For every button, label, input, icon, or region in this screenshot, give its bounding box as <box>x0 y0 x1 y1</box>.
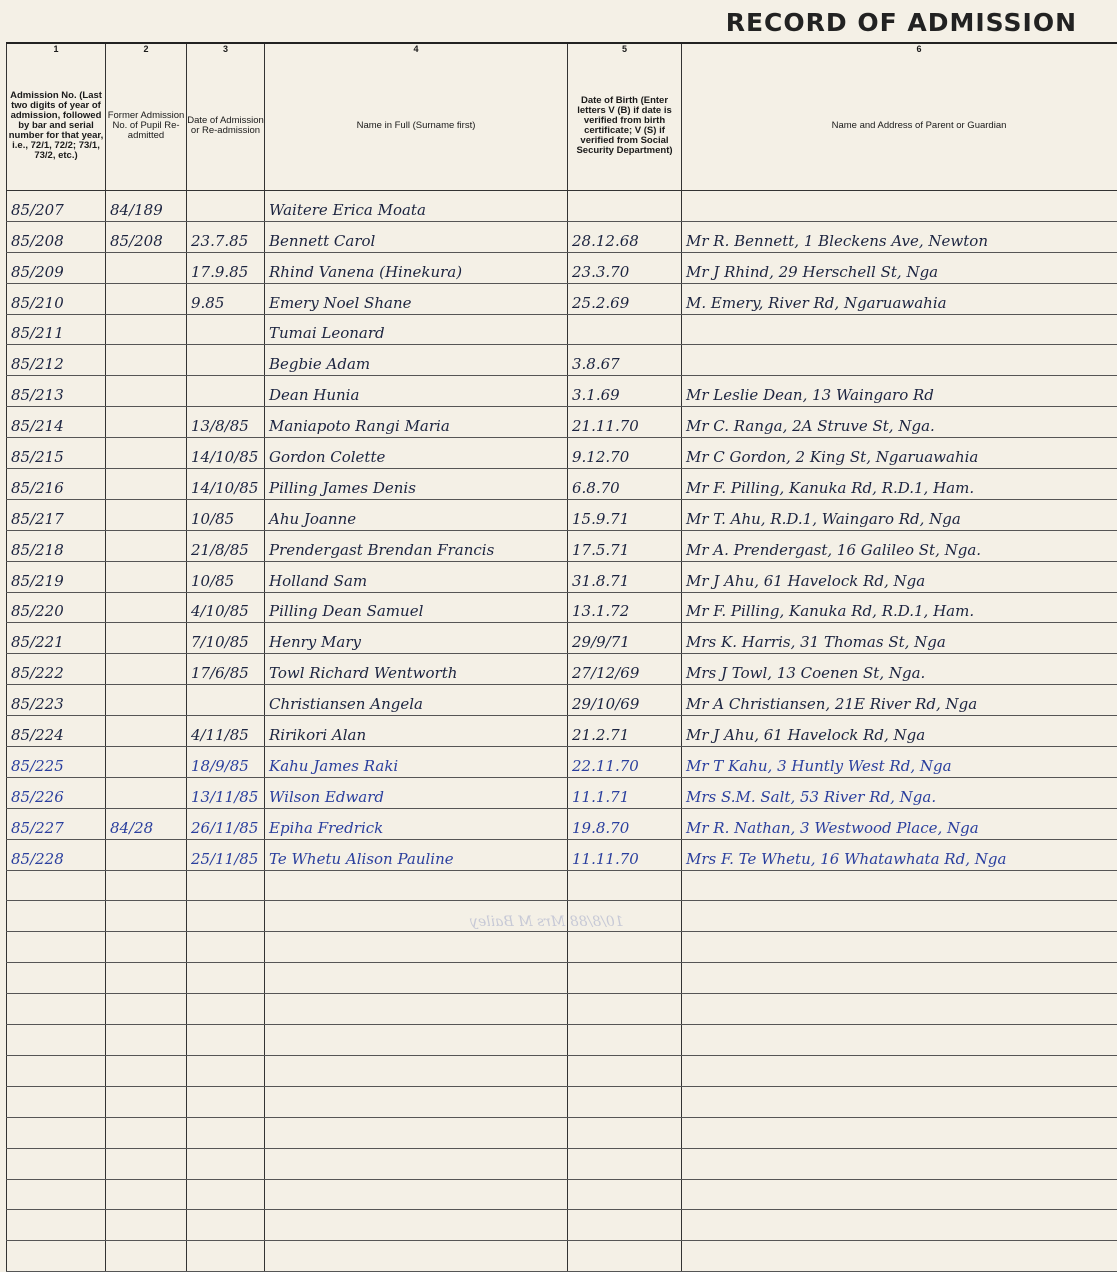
date-of-birth-cell <box>568 1086 682 1117</box>
former-no-cell <box>106 870 187 901</box>
blank-register-row <box>7 994 1117 1025</box>
parent-address-cell: Mr F. Pilling, Kanuka Rd, R.D.1, Ham. <box>682 469 1117 500</box>
date-of-birth-cell <box>568 870 682 901</box>
date-of-birth-cell: 27/12/69 <box>568 654 682 685</box>
admission-no-cell: 85/227 <box>7 808 106 839</box>
admission-date-cell: 17/6/85 <box>187 654 265 685</box>
admission-date-cell: 4/11/85 <box>187 716 265 747</box>
date-of-birth-cell <box>568 994 682 1025</box>
admission-no-cell: 85/223 <box>7 685 106 716</box>
admission-date-cell: 9.85 <box>187 283 265 314</box>
full-name-cell: Pilling Dean Samuel <box>265 592 568 623</box>
blank-register-row <box>7 932 1117 963</box>
date-of-birth-cell: 25.2.69 <box>568 283 682 314</box>
former-no-cell <box>106 963 187 994</box>
full-name-cell: Emery Noel Shane <box>265 283 568 314</box>
former-no-cell: 85/208 <box>106 221 187 252</box>
date-of-birth-cell: 21.2.71 <box>568 716 682 747</box>
admission-no-cell: 85/208 <box>7 221 106 252</box>
full-name-cell: Waitere Erica Moata <box>265 191 568 222</box>
full-name-cell: Wilson Edward <box>265 777 568 808</box>
admission-date-cell <box>187 1179 265 1210</box>
date-of-birth-cell: 19.8.70 <box>568 808 682 839</box>
date-of-birth-cell: 21.11.70 <box>568 407 682 438</box>
full-name-cell: Bennett Carol <box>265 221 568 252</box>
column-header-name: Name in Full (Surname first) <box>265 62 568 191</box>
date-of-birth-cell <box>568 932 682 963</box>
parent-address-cell <box>682 963 1117 994</box>
admission-no-cell: 85/210 <box>7 283 106 314</box>
admission-date-cell <box>187 1025 265 1056</box>
register-row <box>7 438 1117 469</box>
former-no-cell <box>106 345 187 376</box>
date-of-birth-cell <box>568 1055 682 1086</box>
admission-no-cell: 85/215 <box>7 438 106 469</box>
column-number: 2 <box>106 43 187 62</box>
admission-no-cell: 85/217 <box>7 499 106 530</box>
parent-address-cell <box>682 1025 1117 1056</box>
parent-address-cell <box>682 1055 1117 1086</box>
parent-address-cell <box>682 191 1117 222</box>
register-row <box>7 407 1117 438</box>
full-name-cell <box>265 1025 568 1056</box>
date-of-birth-cell <box>568 1148 682 1179</box>
former-no-cell <box>106 1241 187 1272</box>
admission-no-cell <box>7 963 106 994</box>
former-no-cell <box>106 747 187 778</box>
parent-address-cell: Mr J Ahu, 61 Havelock Rd, Nga <box>682 716 1117 747</box>
column-number-row <box>7 43 1117 62</box>
admission-no-cell: 85/219 <box>7 561 106 592</box>
date-of-birth-cell: 29/10/69 <box>568 685 682 716</box>
date-of-birth-cell: 28.12.68 <box>568 221 682 252</box>
full-name-cell: Pilling James Denis <box>265 469 568 500</box>
date-of-birth-cell: 13.1.72 <box>568 592 682 623</box>
parent-address-cell: Mrs S.M. Salt, 53 River Rd, Nga. <box>682 777 1117 808</box>
admission-no-cell <box>7 1210 106 1241</box>
former-no-cell <box>106 932 187 963</box>
bleed-through-text: 10/8/88 Mrs M Bailey <box>470 914 624 930</box>
page-title: RECORD OF ADMISSION <box>726 8 1077 37</box>
former-no-cell <box>106 994 187 1025</box>
admission-date-cell <box>187 1086 265 1117</box>
blank-register-row <box>7 1117 1117 1148</box>
admission-date-cell: 18/9/85 <box>187 747 265 778</box>
date-of-birth-cell <box>568 1117 682 1148</box>
former-no-cell <box>106 1148 187 1179</box>
admission-no-cell <box>7 1179 106 1210</box>
former-no-cell <box>106 1055 187 1086</box>
admission-no-cell: 85/211 <box>7 314 106 345</box>
admission-no-cell: 85/224 <box>7 716 106 747</box>
admission-no-cell <box>7 1055 106 1086</box>
admission-date-cell: 14/10/85 <box>187 469 265 500</box>
date-of-birth-cell: 15.9.71 <box>568 499 682 530</box>
date-of-birth-cell <box>568 1241 682 1272</box>
admission-no-cell: 85/212 <box>7 345 106 376</box>
full-name-cell: Christiansen Angela <box>265 685 568 716</box>
date-of-birth-cell: 3.1.69 <box>568 376 682 407</box>
admission-no-cell: 85/220 <box>7 592 106 623</box>
former-no-cell <box>106 1117 187 1148</box>
admission-no-cell: 85/209 <box>7 252 106 283</box>
full-name-cell <box>265 1148 568 1179</box>
former-no-cell <box>106 407 187 438</box>
column-header-row <box>7 62 1117 191</box>
former-no-cell <box>106 1179 187 1210</box>
register-row <box>7 592 1117 623</box>
admission-no-cell: 85/226 <box>7 777 106 808</box>
admission-date-cell: 14/10/85 <box>187 438 265 469</box>
admission-no-cell <box>7 932 106 963</box>
parent-address-cell <box>682 314 1117 345</box>
former-no-cell <box>106 716 187 747</box>
full-name-cell <box>265 1117 568 1148</box>
former-no-cell: 84/28 <box>106 808 187 839</box>
former-no-cell: 84/189 <box>106 191 187 222</box>
full-name-cell: Kahu James Raki <box>265 747 568 778</box>
date-of-birth-cell <box>568 1210 682 1241</box>
parent-address-cell <box>682 994 1117 1025</box>
date-of-birth-cell: 31.8.71 <box>568 561 682 592</box>
parent-address-cell <box>682 932 1117 963</box>
admission-date-cell: 23.7.85 <box>187 221 265 252</box>
admission-no-cell: 85/225 <box>7 747 106 778</box>
admission-register-table <box>6 42 1117 1272</box>
parent-address-cell: Mr J Rhind, 29 Herschell St, Nga <box>682 252 1117 283</box>
admission-date-cell <box>187 932 265 963</box>
admission-date-cell <box>187 1210 265 1241</box>
register-row <box>7 716 1117 747</box>
column-number: 5 <box>568 43 682 62</box>
former-no-cell <box>106 654 187 685</box>
parent-address-cell: Mr C. Ranga, 2A Struve St, Nga. <box>682 407 1117 438</box>
blank-register-row <box>7 963 1117 994</box>
column-header-former-no: Former Admission No. of Pupil Re-admitted <box>106 62 187 191</box>
parent-address-cell <box>682 1179 1117 1210</box>
parent-address-cell: Mr J Ahu, 61 Havelock Rd, Nga <box>682 561 1117 592</box>
admission-no-cell: 85/228 <box>7 839 106 870</box>
register-row <box>7 499 1117 530</box>
parent-address-cell <box>682 1148 1117 1179</box>
column-header-parent: Name and Address of Parent or Guardian <box>682 62 1117 191</box>
parent-address-cell: Mrs J Towl, 13 Coenen St, Nga. <box>682 654 1117 685</box>
full-name-cell: Gordon Colette <box>265 438 568 469</box>
parent-address-cell: Mr A. Prendergast, 16 Galileo St, Nga. <box>682 530 1117 561</box>
register-row <box>7 654 1117 685</box>
column-header-admission-no: Admission No. (Last two digits of year of admission, followed by bar and serial number for that year, i.e., 72/1, 72/2; 73/1, 73/2, etc.) <box>7 62 106 191</box>
admission-no-cell: 85/207 <box>7 191 106 222</box>
register-row <box>7 376 1117 407</box>
former-no-cell <box>106 530 187 561</box>
full-name-cell <box>265 1086 568 1117</box>
parent-address-cell <box>682 901 1117 932</box>
full-name-cell: Epiha Fredrick <box>265 808 568 839</box>
admission-no-cell <box>7 870 106 901</box>
admission-date-cell: 17.9.85 <box>187 252 265 283</box>
blank-register-row <box>7 1241 1117 1272</box>
admission-date-cell <box>187 376 265 407</box>
parent-address-cell: Mr Leslie Dean, 13 Waingaro Rd <box>682 376 1117 407</box>
admission-no-cell: 85/221 <box>7 623 106 654</box>
parent-address-cell: Mrs K. Harris, 31 Thomas St, Nga <box>682 623 1117 654</box>
full-name-cell: Te Whetu Alison Pauline <box>265 839 568 870</box>
column-number: 3 <box>187 43 265 62</box>
register-row <box>7 221 1117 252</box>
date-of-birth-cell: 22.11.70 <box>568 747 682 778</box>
admission-no-cell: 85/218 <box>7 530 106 561</box>
date-of-birth-cell: 23.3.70 <box>568 252 682 283</box>
admission-date-cell <box>187 1148 265 1179</box>
former-no-cell <box>106 839 187 870</box>
date-of-birth-cell <box>568 963 682 994</box>
admission-date-cell <box>187 1055 265 1086</box>
admission-date-cell <box>187 314 265 345</box>
full-name-cell: Begbie Adam <box>265 345 568 376</box>
full-name-cell <box>265 1210 568 1241</box>
admission-no-cell: 85/216 <box>7 469 106 500</box>
parent-address-cell <box>682 1241 1117 1272</box>
former-no-cell <box>106 685 187 716</box>
column-header-date-admission: Date of Admission or Re-admission <box>187 62 265 191</box>
full-name-cell <box>265 994 568 1025</box>
parent-address-cell: M. Emery, River Rd, Ngaruawahia <box>682 283 1117 314</box>
admission-date-cell: 26/11/85 <box>187 808 265 839</box>
register-row <box>7 561 1117 592</box>
parent-address-cell: Mr C Gordon, 2 King St, Ngaruawahia <box>682 438 1117 469</box>
full-name-cell: Rhind Vanena (Hinekura) <box>265 252 568 283</box>
former-no-cell <box>106 592 187 623</box>
parent-address-cell <box>682 1117 1117 1148</box>
date-of-birth-cell: 11.11.70 <box>568 839 682 870</box>
admission-date-cell <box>187 1241 265 1272</box>
date-of-birth-cell <box>568 1179 682 1210</box>
admission-no-cell: 85/214 <box>7 407 106 438</box>
blank-register-row <box>7 1055 1117 1086</box>
full-name-cell: Tumai Leonard <box>265 314 568 345</box>
register-row <box>7 252 1117 283</box>
column-header-dob: Date of Birth (Enter letters V (B) if date is verified from birth certificate; V (S) if verified from Social Security Department) <box>568 62 682 191</box>
column-number: 4 <box>265 43 568 62</box>
former-no-cell <box>106 376 187 407</box>
former-no-cell <box>106 314 187 345</box>
former-no-cell <box>106 438 187 469</box>
column-number: 1 <box>7 43 106 62</box>
date-of-birth-cell: 17.5.71 <box>568 530 682 561</box>
register-row <box>7 777 1117 808</box>
full-name-cell: Holland Sam <box>265 561 568 592</box>
admission-no-cell <box>7 1148 106 1179</box>
admission-date-cell <box>187 870 265 901</box>
register-row <box>7 839 1117 870</box>
admission-date-cell <box>187 901 265 932</box>
register-row <box>7 747 1117 778</box>
admission-date-cell: 25/11/85 <box>187 839 265 870</box>
admission-no-cell <box>7 1241 106 1272</box>
blank-register-row <box>7 1148 1117 1179</box>
parent-address-cell: Mr F. Pilling, Kanuka Rd, R.D.1, Ham. <box>682 592 1117 623</box>
admission-date-cell: 10/85 <box>187 561 265 592</box>
full-name-cell <box>265 1179 568 1210</box>
parent-address-cell <box>682 345 1117 376</box>
parent-address-cell: Mrs F. Te Whetu, 16 Whatawhata Rd, Nga <box>682 839 1117 870</box>
register-row <box>7 530 1117 561</box>
blank-register-row <box>7 1086 1117 1117</box>
date-of-birth-cell <box>568 314 682 345</box>
former-no-cell <box>106 623 187 654</box>
full-name-cell <box>265 1055 568 1086</box>
former-no-cell <box>106 901 187 932</box>
register-row <box>7 623 1117 654</box>
former-no-cell <box>106 252 187 283</box>
admission-date-cell: 13/11/85 <box>187 777 265 808</box>
parent-address-cell: Mr T. Ahu, R.D.1, Waingaro Rd, Nga <box>682 499 1117 530</box>
former-no-cell <box>106 1025 187 1056</box>
date-of-birth-cell <box>568 1025 682 1056</box>
admission-no-cell <box>7 1025 106 1056</box>
former-no-cell <box>106 499 187 530</box>
admission-no-cell <box>7 1086 106 1117</box>
blank-register-row <box>7 870 1117 901</box>
parent-address-cell: Mr R. Bennett, 1 Bleckens Ave, Newton <box>682 221 1117 252</box>
admission-date-cell <box>187 685 265 716</box>
former-no-cell <box>106 469 187 500</box>
admission-date-cell <box>187 963 265 994</box>
date-of-birth-cell: 11.1.71 <box>568 777 682 808</box>
parent-address-cell <box>682 1210 1117 1241</box>
former-no-cell <box>106 1086 187 1117</box>
full-name-cell <box>265 963 568 994</box>
full-name-cell: Ahu Joanne <box>265 499 568 530</box>
admission-no-cell: 85/213 <box>7 376 106 407</box>
blank-register-row <box>7 1210 1117 1241</box>
date-of-birth-cell <box>568 191 682 222</box>
admission-no-cell <box>7 994 106 1025</box>
admission-date-cell: 21/8/85 <box>187 530 265 561</box>
register-row <box>7 685 1117 716</box>
date-of-birth-cell: 9.12.70 <box>568 438 682 469</box>
admission-date-cell: 4/10/85 <box>187 592 265 623</box>
date-of-birth-cell: 6.8.70 <box>568 469 682 500</box>
full-name-cell: Towl Richard Wentworth <box>265 654 568 685</box>
register-row <box>7 191 1117 222</box>
former-no-cell <box>106 283 187 314</box>
former-no-cell <box>106 777 187 808</box>
admission-date-cell: 10/85 <box>187 499 265 530</box>
column-number: 6 <box>682 43 1117 62</box>
full-name-cell <box>265 1241 568 1272</box>
full-name-cell: Maniapoto Rangi Maria <box>265 407 568 438</box>
date-of-birth-cell: 3.8.67 <box>568 345 682 376</box>
admission-no-cell: 85/222 <box>7 654 106 685</box>
former-no-cell <box>106 561 187 592</box>
register-row <box>7 808 1117 839</box>
date-of-birth-cell: 29/9/71 <box>568 623 682 654</box>
parent-address-cell: Mr A Christiansen, 21E River Rd, Nga <box>682 685 1117 716</box>
full-name-cell: Henry Mary <box>265 623 568 654</box>
parent-address-cell: Mr R. Nathan, 3 Westwood Place, Nga <box>682 808 1117 839</box>
register-row <box>7 469 1117 500</box>
parent-address-cell <box>682 870 1117 901</box>
full-name-cell <box>265 870 568 901</box>
full-name-cell: Prendergast Brendan Francis <box>265 530 568 561</box>
register-row <box>7 314 1117 345</box>
admission-date-cell <box>187 994 265 1025</box>
blank-register-row <box>7 1025 1117 1056</box>
admission-date-cell <box>187 345 265 376</box>
full-name-cell: Dean Hunia <box>265 376 568 407</box>
full-name-cell: Ririkori Alan <box>265 716 568 747</box>
admission-date-cell: 7/10/85 <box>187 623 265 654</box>
parent-address-cell: Mr T Kahu, 3 Huntly West Rd, Nga <box>682 747 1117 778</box>
admission-date-cell <box>187 191 265 222</box>
blank-register-row <box>7 1179 1117 1210</box>
admission-no-cell <box>7 1117 106 1148</box>
register-row <box>7 345 1117 376</box>
admission-date-cell: 13/8/85 <box>187 407 265 438</box>
register-row <box>7 283 1117 314</box>
full-name-cell <box>265 932 568 963</box>
parent-address-cell <box>682 1086 1117 1117</box>
former-no-cell <box>106 1210 187 1241</box>
admission-date-cell <box>187 1117 265 1148</box>
admission-no-cell <box>7 901 106 932</box>
